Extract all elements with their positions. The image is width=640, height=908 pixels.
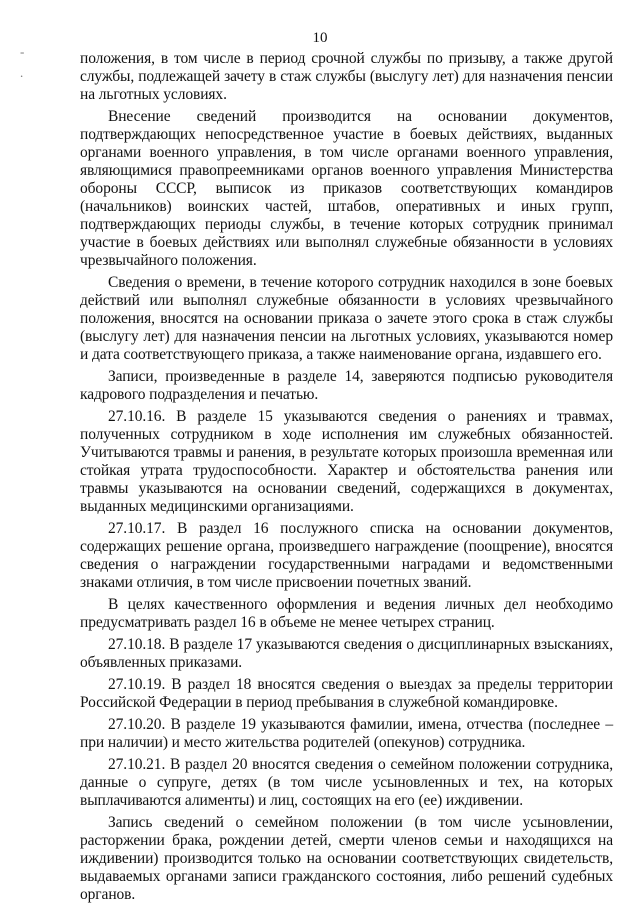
paragraph-combat-documents: Внесение сведений производится на основании документов, подтверждающих непосредственное участие в боевых действиях, выданных органами военного управления, в том числе органами военного управления, являющимися правопреемниками органов военного управления Министерства обороны СССР, выписок из приказов соответствующих командиров (начальников) воинских частей, штабов, оперативных и иных групп, подтверждающих периоды службы, в течение которых сотрудник принимал участие в боевых действиях или выполнял служебные обязанности в условиях чрезвычайного положения. xyxy=(80,108,613,269)
paragraph-section-16-pages: В целях качественного оформления и ведения личных дел необходимо предусматривать раздел 16 в объеме не менее четырех страниц. xyxy=(80,596,613,631)
paragraph-27-10-20: 27.10.20. В разделе 19 указываются фамилии, имена, отчества (последнее – при наличии) и место жительства родителей (опекунов) сотрудника. xyxy=(80,716,613,751)
paragraph-family-records: Запись сведений о семейном положении (в том числе усыновлении, расторжении брака, рождении детей, смерти членов семьи и находящихся на иждивении) производится только на основании соответствующих свидетельств, выдаваемых органами записи гражданского состояния, либо решений судебных органов. xyxy=(80,814,613,903)
paragraph-27-10-17: 27.10.17. В раздел 16 послужного списка на основании документов, содержащих решение органа, произведшего награждение (поощрение), вносятся сведения о награждении государственными наградами и ведомственными знаками отличия, в том числе присвоении почетных званий. xyxy=(80,520,613,591)
paragraph-section-14-records: Записи, произведенные в разделе 14, заверяются подписью руководителя кадрового подразделения и печатью. xyxy=(80,368,613,403)
margin-mark: . xyxy=(20,65,24,80)
paragraph-27-10-21: 27.10.21. В раздел 20 вносятся сведения о семейном положении сотрудника, данные о супруге, детях (в том числе усыновленных и тех, на которых выплачиваются алименты) и лиц, состоящих на его (ее) иждивении. xyxy=(80,756,613,809)
document-body xyxy=(80,50,613,908)
paragraph-27-10-18: 27.10.18. В разделе 17 указываются сведения о дисциплинарных взысканиях, объявленных приказами. xyxy=(80,636,613,671)
paragraph-combat-time: Сведения о времени, в течение которого сотрудник находился в зоне боевых действий или выполнял служебные обязанности в условиях чрезвычайного положения, вносятся на основании приказа о зачете этого срока в стаж службы (выслугу лет) для назначения пенсии на льготных условиях, указываются номер и дата соответствующего приказа, а также наименование органа, издавшего его. xyxy=(80,274,613,363)
page-number: 10 xyxy=(312,30,328,46)
margin-mark: - xyxy=(20,44,25,59)
paragraph-27-10-16: 27.10.16. В разделе 15 указываются сведения о ранениях и травмах, полученных сотрудником в ходе исполнения им служебных обязанностей. Учитываются травмы и ранения, в результате которых произошла временная или стойкая утрата трудоспособности. Характер и обстоятельства ранения или травмы указываются на основании сведений, содержащихся в документах, выданных медицинскими организациями. xyxy=(80,408,613,515)
paragraph-continuation: положения, в том числе в период срочной службы по призыву, а также другой службы, подлежащей зачету в стаж службы (выслугу лет) для назначения пенсии на льготных условиях. xyxy=(80,50,613,103)
paragraph-27-10-19: 27.10.19. В раздел 18 вносятся сведения о выездах за пределы территории Российской Федерации в период пребывания в служебной командировке. xyxy=(80,676,613,711)
